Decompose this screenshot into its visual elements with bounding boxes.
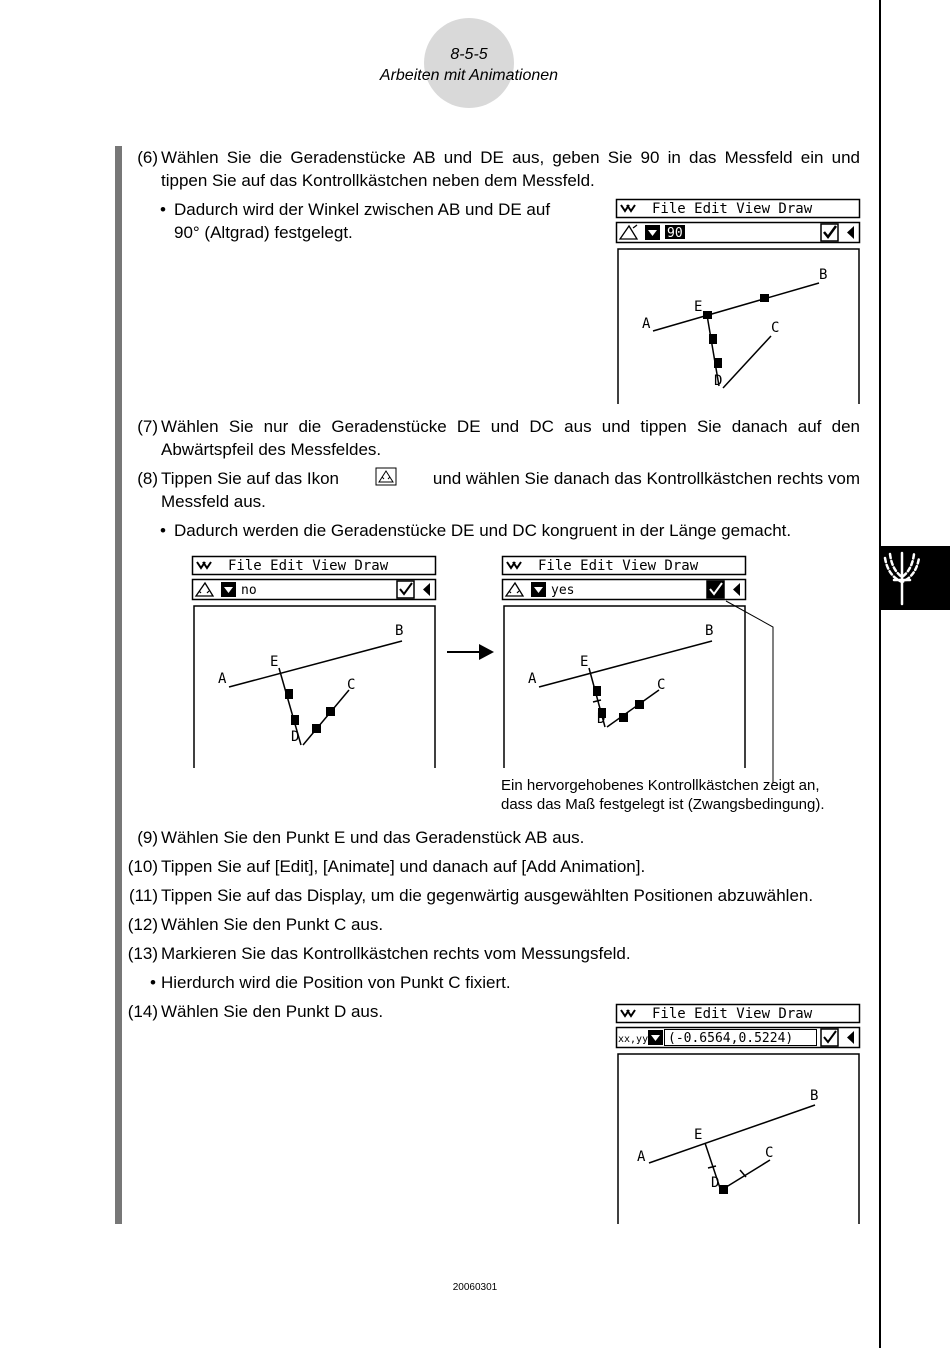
segment-ab bbox=[653, 283, 819, 331]
point-labels bbox=[642, 267, 827, 389]
step-8-text-b: und wählen Sie danach das Kontrollkästchen rechts vom bbox=[432, 469, 860, 488]
marker bbox=[760, 294, 769, 302]
segment-ab bbox=[539, 641, 712, 687]
menu-text[interactable]: File Edit View Draw bbox=[228, 558, 389, 574]
step-7-line-1: Wählen Sie nur die Geradenstücke DE und DC aus und tippen Sie danach auf den bbox=[161, 417, 860, 436]
label-b: B bbox=[810, 1088, 819, 1104]
measure-field-value: 90 bbox=[667, 226, 683, 241]
menu-text[interactable]: File Edit View Draw bbox=[652, 1006, 813, 1022]
congruence-icon bbox=[375, 467, 397, 486]
step-8-line-2: Messfeld aus. bbox=[161, 492, 266, 511]
step-13-text: Markieren Sie das Kontrollkästchen rechts vom Messungsfeld. bbox=[161, 944, 631, 963]
calculator-screen-3 bbox=[501, 555, 749, 769]
bullet-6: • bbox=[160, 200, 166, 219]
marker bbox=[312, 724, 321, 733]
step-12-number: (12) bbox=[127, 915, 158, 934]
bullet-8-line-1: Dadurch werden die Geradenstücke DE und DC kongruent in der Länge gemacht. bbox=[174, 521, 792, 540]
label-b: B bbox=[819, 267, 828, 283]
point-labels bbox=[637, 1088, 818, 1191]
calculator-screen-4 bbox=[615, 1003, 863, 1225]
step-10-number: (10) bbox=[127, 857, 158, 876]
step-13-number: (13) bbox=[127, 944, 158, 963]
step-11-text: Tippen Sie auf das Display, um die gegenwärtig ausgewählten Positionen abzuwählen. bbox=[161, 886, 814, 905]
coordinate-icon-label[interactable]: xx,yy bbox=[618, 1034, 649, 1045]
bullet-8: • bbox=[160, 521, 166, 540]
page-number: 8-5-5 bbox=[450, 46, 488, 63]
label-e: E bbox=[270, 654, 279, 670]
marker bbox=[709, 334, 717, 344]
measure-field-value[interactable]: yes bbox=[551, 583, 575, 598]
step-9-text: Wählen Sie den Punkt E und das Geradenstück AB aus. bbox=[161, 828, 585, 847]
selected-point-d-marker bbox=[719, 1185, 728, 1194]
transition-arrow-icon bbox=[447, 643, 495, 661]
bullet-13: • bbox=[150, 973, 156, 992]
step-8-number: (8) bbox=[137, 469, 158, 488]
label-a: A bbox=[528, 671, 537, 687]
chapter-tab bbox=[881, 546, 950, 610]
calculator-screen-2 bbox=[191, 555, 439, 769]
selection-markers bbox=[703, 294, 769, 368]
left-change-bar bbox=[115, 146, 122, 1224]
step-7-line-2: Abwärtspfeil des Messfeldes. bbox=[161, 440, 382, 459]
label-e: E bbox=[694, 1127, 703, 1143]
measure-field-value[interactable]: no bbox=[241, 583, 257, 598]
step-8-line-1 bbox=[161, 467, 860, 490]
bullet-6-line-1: Dadurch wird der Winkel zwischen AB und DE auf bbox=[174, 200, 551, 219]
label-c: C bbox=[347, 677, 356, 693]
caption-line-2: dass das Maß festgelegt ist (Zwangsbedingung). bbox=[501, 796, 825, 813]
step-11-number: (11) bbox=[129, 886, 158, 905]
label-b: B bbox=[395, 623, 404, 639]
label-d: D bbox=[711, 1175, 720, 1191]
step-14-number: (14) bbox=[127, 1002, 158, 1021]
label-b: B bbox=[705, 623, 714, 639]
segment-ab bbox=[229, 641, 402, 687]
calculator-screen-1 bbox=[615, 198, 863, 404]
point-labels bbox=[528, 623, 713, 727]
segment-dc bbox=[723, 1160, 770, 1189]
bullet-6-line-2: 90° (Altgrad) festgelegt. bbox=[174, 223, 353, 242]
point-labels bbox=[218, 623, 403, 745]
segment-ab bbox=[649, 1105, 815, 1163]
step-9-number: (9) bbox=[137, 828, 158, 847]
step-10-text: Tippen Sie auf [Edit], [Animate] und danach auf [Add Animation]. bbox=[161, 857, 646, 876]
segment-dc bbox=[303, 690, 349, 745]
geometry-figure bbox=[649, 1105, 815, 1189]
label-c: C bbox=[657, 677, 666, 693]
label-d: D bbox=[291, 729, 300, 745]
marker bbox=[714, 358, 722, 368]
caption-line-1: Ein hervorgehobenes Kontrollkästchen zeigt an, bbox=[501, 777, 820, 794]
step-6-line-2: tippen Sie auf das Kontrollkästchen neben dem Messfeld. bbox=[161, 171, 595, 190]
label-e: E bbox=[580, 654, 589, 670]
label-c: C bbox=[765, 1145, 774, 1161]
right-margin-rule bbox=[879, 0, 881, 1348]
marker bbox=[619, 713, 628, 722]
label-a: A bbox=[642, 316, 651, 332]
marker bbox=[326, 707, 335, 716]
step-7-number: (7) bbox=[137, 417, 158, 436]
bullet-13-text: Hierdurch wird die Position von Punkt C fixiert. bbox=[161, 973, 511, 992]
footer-code: 20060301 bbox=[452, 1282, 498, 1293]
label-d: D bbox=[597, 711, 606, 727]
marker bbox=[291, 715, 299, 725]
marker bbox=[593, 686, 601, 696]
step-8-text-a: Tippen Sie auf das Ikon bbox=[161, 469, 339, 488]
step-6-line-1: Wählen Sie die Geradenstücke AB und DE aus, geben Sie 90 in das Messfeld ein und bbox=[161, 148, 860, 167]
step-12-text: Wählen Sie den Punkt C aus. bbox=[161, 915, 384, 934]
menu-text[interactable]: File Edit View Draw bbox=[652, 201, 813, 217]
marker bbox=[703, 311, 712, 319]
segment-dc bbox=[723, 336, 771, 388]
marker bbox=[635, 700, 644, 709]
geometry-chapter-icon bbox=[881, 546, 950, 610]
label-e: E bbox=[694, 299, 703, 315]
callout-leader-line bbox=[720, 595, 780, 785]
label-d: D bbox=[714, 373, 723, 389]
label-a: A bbox=[637, 1149, 646, 1165]
marker bbox=[285, 689, 293, 699]
menu-text[interactable]: File Edit View Draw bbox=[538, 558, 699, 574]
geometry-figure bbox=[653, 283, 819, 388]
selection-markers bbox=[285, 689, 335, 733]
label-c: C bbox=[771, 320, 780, 336]
step-14-text: Wählen Sie den Punkt D aus. bbox=[161, 1002, 384, 1021]
label-a: A bbox=[218, 671, 227, 687]
measure-field-value: (-0.6564,0.5224) bbox=[668, 1031, 794, 1046]
step-6-number: (6) bbox=[137, 148, 158, 167]
segment-dc bbox=[607, 690, 659, 727]
section-title: Arbeiten mit Animationen bbox=[379, 67, 559, 84]
graph-area bbox=[618, 1054, 859, 1224]
